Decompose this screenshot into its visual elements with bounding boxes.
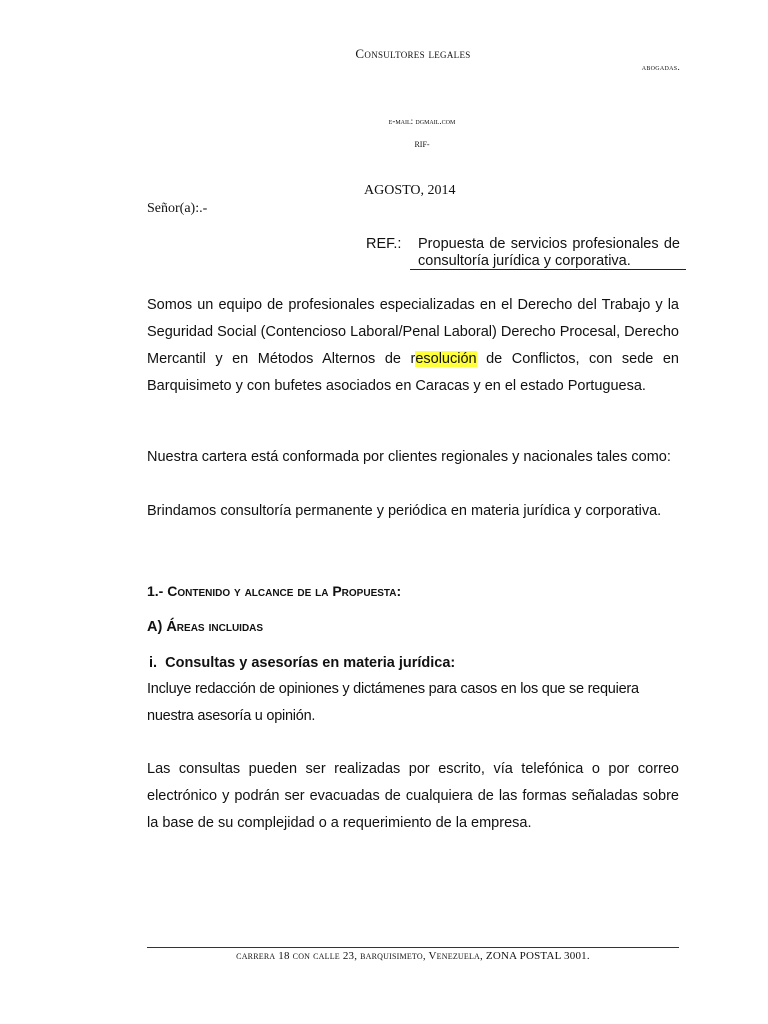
footer-address: carrera 18 con calle 23, barquisimeto, Venezuela, ZONA POSTAL 3001. (236, 950, 590, 962)
firm-name: Consultores legales (355, 46, 471, 61)
salutation: Señor(a):.- (147, 201, 208, 216)
letter-date: AGOSTO, 2014 (364, 183, 456, 198)
item-title: Consultas y asesorías en materia jurídica: (165, 655, 456, 671)
portfolio-paragraph: Nuestra cartera está conformada por clientes regionales y nacionales tales como: (147, 449, 671, 465)
rif-line: RIF- (414, 140, 430, 149)
footer-divider (147, 947, 679, 948)
intro-text-end: de Conflictos, con sede en Barquisimeto y con bufetes asociados en Caracas y en el estado Portuguesa. (147, 351, 679, 394)
ref-label: REF.: (366, 236, 402, 252)
item-heading (149, 655, 455, 671)
email-line: e-mail: dgmail.com (388, 116, 456, 126)
ref-underline (410, 269, 686, 270)
section-heading: 1.- Contenido y alcance de la Propuesta: (147, 583, 402, 599)
intro-text-start: Somos un equipo de profesionales especializadas en el Derecho del Trabajo y la Seguridad Social (Contencioso Laboral/Penal Laboral) Derecho Procesal, Derecho Mercantil y en Métodos Alternos de r (147, 297, 679, 367)
firm-subtitle: abogadas. (641, 62, 680, 72)
consultations-paragraph: Incluye redacción de opiniones y dictámenes para casos en los que se requiera nuestra asesoría u opinión. (147, 681, 639, 724)
highlighted-word: esolución (415, 351, 477, 367)
item-number: i. (149, 655, 158, 671)
ref-text: Propuesta de servicios profesionales de consultoría jurídica y corporativa. (418, 236, 680, 269)
subsection-heading: A) Áreas incluidas (147, 619, 264, 635)
services-paragraph: Brindamos consultoría permanente y periódica en materia jurídica y corporativa. (147, 503, 662, 519)
channels-paragraph: Las consultas pueden ser realizadas por escrito, vía telefónica o por correo electrónico y podrán ser evacuadas de cualquiera de las formas señaladas sobre la base de su complejidad o a requerimiento de la empresa. (147, 761, 679, 831)
intro-paragraph (147, 292, 679, 400)
